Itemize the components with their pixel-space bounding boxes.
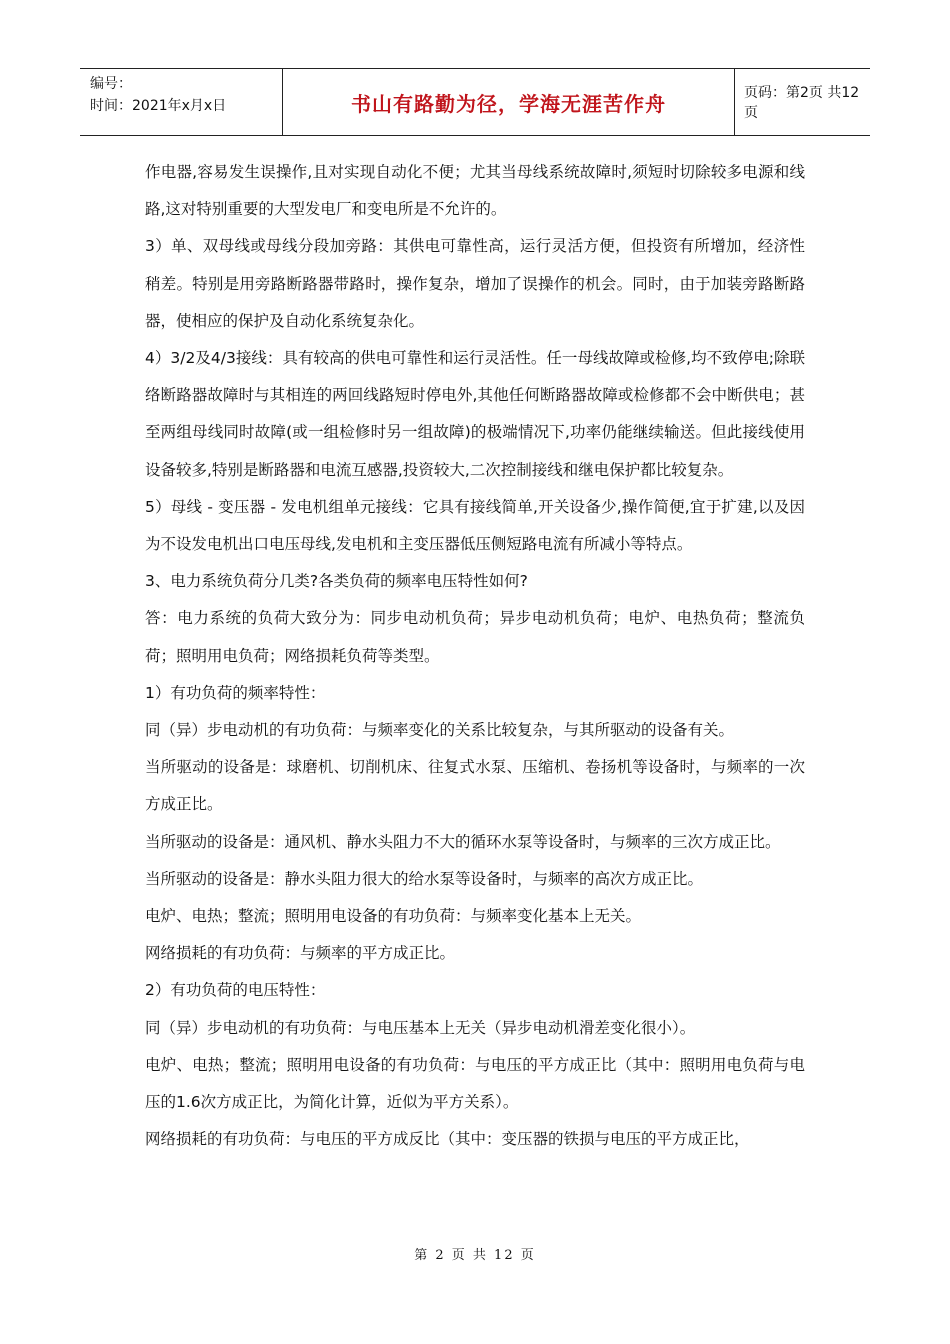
paragraph: 当所驱动的设备是：球磨机、切削机床、往复式水泵、压缩机、卷扬机等设备时，与频率的一次方成正比。 [145,758,805,814]
subheading: 1）有功负荷的频率特性： [145,683,326,702]
paragraph: 电炉、电热；整流；照明用电设备的有功负荷：与频率变化基本上无关。 [145,907,642,926]
code-label: 编号： [90,76,132,92]
motto-text: 书山有路勤为径，学海无涯苦作舟 [351,91,666,116]
paragraph: 5）母线 - 变压器 - 发电机组单元接线：它具有接线简单,开关设备少,操作简便,宜于扩建,以及因为不设发电机出口电压母线,发电机和主变压器低压侧短路电流有所减小等特点。 [145,497,805,554]
subheading: 2）有功负荷的电压特性： [145,981,326,1000]
paragraph: 同（异）步电动机的有功负荷：与频率变化的关系比较复杂，与其所驱动的设备有关。 [145,721,735,740]
paragraph: 网络损耗的有功负荷：与频率的平方成正比。 [145,944,456,963]
header-meta-cell [80,69,283,135]
question-heading: 3、电力系统负荷分几类?各类负荷的频率电压特性如何? [145,572,528,591]
page-code: 页码：第2页 共12页 [744,85,860,121]
paragraph: 答：电力系统的负荷大致分为：同步电动机负荷；异步电动机负荷；电炉、电热负荷；整流负荷；照明用电负荷；网络损耗负荷等类型。 [145,609,805,665]
paragraph: 4）3/2及4/3接线：具有较高的供电可靠性和运行灵活性。任一母线故障或检修,均不致停电;除联络断路器故障时与其相连的两回线路短时停电外,其他任何断路器故障或检修都不会中断供电；甚至两组母线同时故障(或一组检修时另一组故障)的极端情况下,功率仍能继续输送。但此接线使用设备较多,特别是断路器和电流互感器,投资较大,二次控制接线和继电保护都比较复杂。 [145,349,805,479]
paragraph: 同（异）步电动机的有功负荷：与电压基本上无关（异步电动机滑差变化很小）。 [145,1018,696,1037]
paragraph: 电炉、电热；整流；照明用电设备的有功负荷：与电压的平方成正比（其中：照明用电负荷与电压的1.6次方成正比，为简化计算，近似为平方关系）。 [145,1055,805,1112]
paragraph: 3）单、双母线或母线分段加旁路：其供电可靠性高，运行灵活方便，但投资有所增加，经济性稍差。特别是用旁路断路器带路时，操作复杂，增加了误操作的机会。同时，由于加装旁路断路器，使相应的保护及自动化系统复杂化。 [145,237,805,330]
header-page-cell [735,69,870,135]
header-table [80,68,870,136]
document-body [145,154,805,1158]
paragraph: 作电器,容易发生误操作,且对实现自动化不便；尤其当母线系统故障时,须短时切除较多电源和线路,这对特别重要的大型发电厂和变电所是不允许的。 [145,163,805,219]
paragraph: 网络损耗的有功负荷：与电压的平方成反比（其中：变压器的铁损与电压的平方成正比， [145,1130,750,1149]
paragraph: 当所驱动的设备是：通风机、静水头阻力不大的循环水泵等设备时，与频率的三次方成正比。 [145,832,781,851]
time-label: 时间：2021年x月x日 [90,98,227,114]
header-motto-cell [283,69,735,135]
page-footer: 第 2 页 共 12 页 [414,1248,536,1263]
paragraph: 当所驱动的设备是：静水头阻力很大的给水泵等设备时，与频率的高次方成正比。 [145,869,704,888]
